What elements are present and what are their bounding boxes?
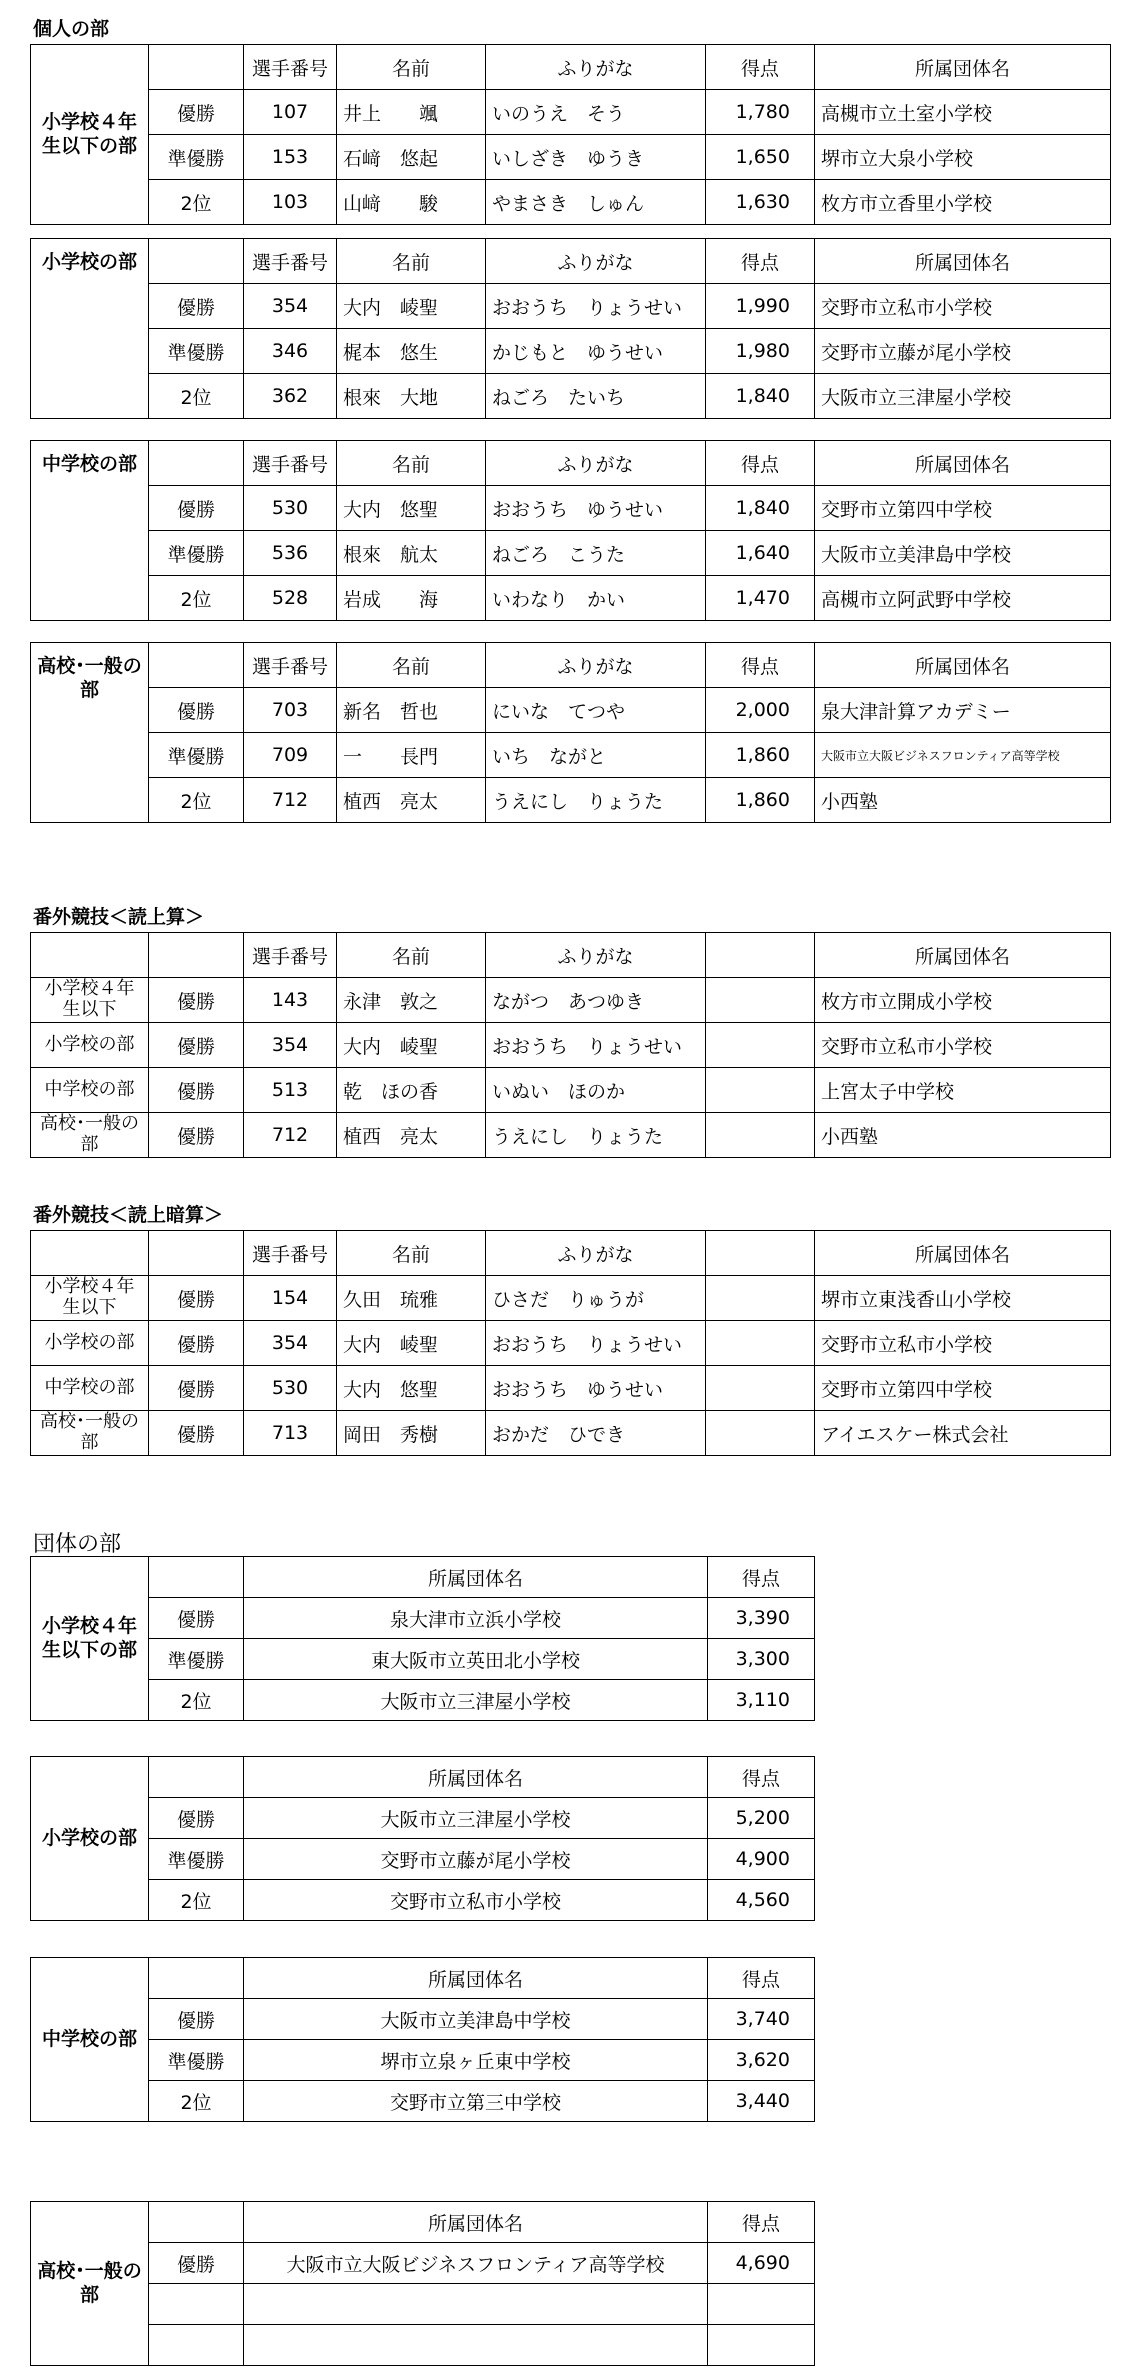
number-cell: 154 [244, 1276, 337, 1321]
header-score: 得点 [708, 1958, 815, 1999]
number-cell: 530 [244, 1366, 337, 1411]
kana-cell: いわなり かい [486, 576, 706, 621]
name-cell: 根來 航太 [337, 531, 486, 576]
header-kana: ふりがな [486, 933, 706, 978]
blank-cell [706, 1023, 815, 1068]
header-org: 所属団体名 [815, 45, 1111, 90]
header-number: 選手番号 [244, 441, 337, 486]
kana-cell: おおうち りょうせい [486, 1023, 706, 1068]
rank-cell: 優勝 [149, 1023, 244, 1068]
header-number: 選手番号 [244, 239, 337, 284]
table-header-row [31, 933, 1111, 978]
table-row [31, 135, 1111, 180]
table-row [31, 2040, 815, 2081]
kana-cell: おおうち ゆうせい [486, 1366, 706, 1411]
table-row [31, 1999, 815, 2040]
rank-cell [149, 2325, 244, 2366]
name-cell: 久田 琉雅 [337, 1276, 486, 1321]
rank-cell: 2位 [149, 374, 244, 419]
kana-cell: いのうえ そう [486, 90, 706, 135]
header-name: 名前 [337, 239, 486, 284]
division-cell: 中学校の部 [31, 1366, 149, 1411]
org-cell: 堺市立大泉小学校 [815, 135, 1111, 180]
division-cell: 中学校の部 [31, 1068, 149, 1113]
name-cell: 大内 悠聖 [337, 1366, 486, 1411]
rank-cell: 準優勝 [149, 733, 244, 778]
kana-cell: うえにし りょうた [486, 1113, 706, 1158]
score-cell: 3,440 [708, 2081, 815, 2122]
name-cell: 梶本 悠生 [337, 329, 486, 374]
division-cell: 小学校の部 [31, 1321, 149, 1366]
rank-cell [149, 2284, 244, 2325]
score-cell: 1,860 [706, 778, 815, 823]
score-cell: 5,200 [708, 1798, 815, 1839]
kana-cell: やまさき しゅん [486, 180, 706, 225]
score-cell: 4,900 [708, 1839, 815, 1880]
division-label: 小学校４年生以下の部 [31, 45, 149, 225]
org-cell: 泉大津計算アカデミー [815, 688, 1111, 733]
table-row [31, 1880, 815, 1921]
rank-cell: 優勝 [149, 978, 244, 1023]
header-blank [706, 1231, 815, 1276]
bangai-yomiage-title: 番外競技＜読上算＞ [33, 906, 205, 928]
division-label: 小学校４年生以下の部 [31, 1557, 149, 1721]
kana-cell: いぬい ほのか [486, 1068, 706, 1113]
rank-cell: 準優勝 [149, 1839, 244, 1880]
header-score: 得点 [706, 239, 815, 284]
rank-cell: 優勝 [149, 486, 244, 531]
org-cell: 上宮太子中学校 [815, 1068, 1111, 1113]
division-label: 高校･一般の部 [31, 2202, 149, 2366]
header-blank [31, 933, 149, 978]
header-score: 得点 [708, 1757, 815, 1798]
header-kana: ふりがな [486, 441, 706, 486]
name-cell: 大内 崚聖 [337, 284, 486, 329]
kana-cell: うえにし りょうた [486, 778, 706, 823]
org-cell: 交野市立藤が尾小学校 [815, 329, 1111, 374]
team-section-title: 団体の部 [33, 1532, 122, 1557]
org-cell: 泉大津市立浜小学校 [244, 1598, 708, 1639]
header-blank [149, 45, 244, 90]
name-cell: 石﨑 悠起 [337, 135, 486, 180]
rank-cell: 2位 [149, 180, 244, 225]
team-table-elem4 [30, 1556, 815, 1721]
score-cell: 1,840 [706, 486, 815, 531]
org-cell: 交野市立藤が尾小学校 [244, 1839, 708, 1880]
number-cell: 153 [244, 135, 337, 180]
bangai-anzan-table [30, 1230, 1111, 1456]
header-org: 所属団体名 [244, 2202, 708, 2243]
header-score: 得点 [706, 643, 815, 688]
rank-cell: 優勝 [149, 1411, 244, 1456]
org-cell: 枚方市立香里小学校 [815, 180, 1111, 225]
number-cell: 103 [244, 180, 337, 225]
name-cell: 大内 崚聖 [337, 1023, 486, 1068]
score-cell: 1,780 [706, 90, 815, 135]
score-cell: 1,630 [706, 180, 815, 225]
header-org: 所属団体名 [244, 1557, 708, 1598]
number-cell: 530 [244, 486, 337, 531]
score-cell: 1,860 [706, 733, 815, 778]
number-cell: 143 [244, 978, 337, 1023]
rank-cell: 準優勝 [149, 531, 244, 576]
org-cell: 高槻市立土室小学校 [815, 90, 1111, 135]
org-cell: 小西塾 [815, 778, 1111, 823]
table-header-row [31, 1958, 815, 1999]
team-table-high-general [30, 2201, 815, 2366]
number-cell: 346 [244, 329, 337, 374]
org-cell: 堺市立泉ヶ丘東中学校 [244, 2040, 708, 2081]
org-cell: 交野市立私市小学校 [815, 1321, 1111, 1366]
header-kana: ふりがな [486, 1231, 706, 1276]
rank-cell: 優勝 [149, 688, 244, 733]
number-cell: 354 [244, 1321, 337, 1366]
name-cell: 岩成 海 [337, 576, 486, 621]
header-blank [149, 1231, 244, 1276]
table-row [31, 90, 1111, 135]
org-cell [244, 2284, 708, 2325]
rank-cell: 優勝 [149, 1068, 244, 1113]
kana-cell: おかだ ひでき [486, 1411, 706, 1456]
table-row [31, 1113, 1111, 1158]
header-org: 所属団体名 [815, 239, 1111, 284]
table-row [31, 531, 1111, 576]
team-table-junior [30, 1957, 815, 2122]
score-cell: 3,300 [708, 1639, 815, 1680]
bangai-anzan-title: 番外競技＜読上暗算＞ [33, 1204, 224, 1226]
table-row [31, 1798, 815, 1839]
header-blank [149, 933, 244, 978]
table-header-row [31, 1231, 1111, 1276]
table-row [31, 1680, 815, 1721]
rank-cell: 準優勝 [149, 135, 244, 180]
kana-cell: ながつ あつゆき [486, 978, 706, 1023]
score-cell: 1,840 [706, 374, 815, 419]
score-cell: 1,470 [706, 576, 815, 621]
division-label: 高校･一般の部 [31, 643, 149, 823]
header-org: 所属団体名 [244, 1757, 708, 1798]
org-cell: 交野市立私市小学校 [815, 1023, 1111, 1068]
header-score: 得点 [708, 2202, 815, 2243]
table-header-row [31, 1757, 815, 1798]
table-row [31, 329, 1111, 374]
number-cell: 528 [244, 576, 337, 621]
kana-cell: ねごろ こうた [486, 531, 706, 576]
name-cell: 植西 亮太 [337, 1113, 486, 1158]
org-cell: 大阪市立大阪ビジネスフロンティア高等学校 [815, 733, 1111, 778]
score-cell: 3,110 [708, 1680, 815, 1721]
header-kana: ふりがな [486, 45, 706, 90]
org-cell: 小西塾 [815, 1113, 1111, 1158]
kana-cell: ねごろ たいち [486, 374, 706, 419]
name-cell: 植西 亮太 [337, 778, 486, 823]
header-score: 得点 [708, 1557, 815, 1598]
org-cell: 大阪市立三津屋小学校 [244, 1798, 708, 1839]
table-header-row [31, 1557, 815, 1598]
table-header-row [31, 643, 1111, 688]
org-cell: アイエスケー株式会社 [815, 1411, 1111, 1456]
table-row [31, 1598, 815, 1639]
division-label: 中学校の部 [31, 1958, 149, 2122]
table-row [31, 2081, 815, 2122]
header-blank [706, 933, 815, 978]
team-table-elementary [30, 1756, 815, 1921]
blank-cell [706, 1366, 815, 1411]
org-cell: 交野市立第三中学校 [244, 2081, 708, 2122]
score-cell: 4,690 [708, 2243, 815, 2284]
number-cell: 712 [244, 1113, 337, 1158]
header-blank [149, 1557, 244, 1598]
number-cell: 354 [244, 1023, 337, 1068]
table-header-row [31, 45, 1111, 90]
division-label: 小学校の部 [31, 1757, 149, 1921]
header-blank [149, 1757, 244, 1798]
rank-cell: 2位 [149, 576, 244, 621]
header-score: 得点 [706, 441, 815, 486]
header-score: 得点 [706, 45, 815, 90]
blank-cell [706, 1113, 815, 1158]
header-org: 所属団体名 [815, 933, 1111, 978]
table-row [31, 576, 1111, 621]
name-cell: 岡田 秀樹 [337, 1411, 486, 1456]
org-cell: 交野市立第四中学校 [815, 486, 1111, 531]
kana-cell: おおうち りょうせい [486, 284, 706, 329]
rank-cell: 優勝 [149, 1276, 244, 1321]
rank-cell: 準優勝 [149, 2040, 244, 2081]
score-cell [708, 2284, 815, 2325]
header-name: 名前 [337, 933, 486, 978]
rank-cell: 優勝 [149, 1366, 244, 1411]
division-cell: 小学校４年生以下 [31, 1276, 149, 1321]
header-blank [31, 1231, 149, 1276]
header-number: 選手番号 [244, 1231, 337, 1276]
header-blank [149, 643, 244, 688]
table-header-row [31, 239, 1111, 284]
rank-cell: 準優勝 [149, 1639, 244, 1680]
score-cell [708, 2325, 815, 2366]
org-cell [244, 2325, 708, 2366]
number-cell: 354 [244, 284, 337, 329]
header-blank [149, 1958, 244, 1999]
individual-table-high-general [30, 642, 1111, 823]
org-cell: 堺市立東浅香山小学校 [815, 1276, 1111, 1321]
rank-cell: 優勝 [149, 90, 244, 135]
table-row [31, 180, 1111, 225]
division-cell: 高校･一般の部 [31, 1411, 149, 1456]
kana-cell: いしざき ゆうき [486, 135, 706, 180]
rank-cell: 2位 [149, 1680, 244, 1721]
name-cell: 井上 颯 [337, 90, 486, 135]
org-cell: 大阪市立大阪ビジネスフロンティア高等学校 [244, 2243, 708, 2284]
kana-cell: かじもと ゆうせい [486, 329, 706, 374]
score-cell: 1,650 [706, 135, 815, 180]
header-name: 名前 [337, 441, 486, 486]
blank-cell [706, 1321, 815, 1366]
header-name: 名前 [337, 1231, 486, 1276]
name-cell: 大内 悠聖 [337, 486, 486, 531]
header-number: 選手番号 [244, 933, 337, 978]
org-cell: 東大阪市立英田北小学校 [244, 1639, 708, 1680]
blank-cell [706, 1068, 815, 1113]
rank-cell: 2位 [149, 2081, 244, 2122]
org-cell: 高槻市立阿武野中学校 [815, 576, 1111, 621]
number-cell: 513 [244, 1068, 337, 1113]
rank-cell: 2位 [149, 1880, 244, 1921]
kana-cell: おおうち ゆうせい [486, 486, 706, 531]
name-cell: 新名 哲也 [337, 688, 486, 733]
score-cell: 1,990 [706, 284, 815, 329]
individual-table-junior [30, 440, 1111, 621]
table-row [31, 1023, 1111, 1068]
blank-cell [706, 1276, 815, 1321]
kana-cell: いち ながと [486, 733, 706, 778]
table-row [31, 1366, 1111, 1411]
number-cell: 703 [244, 688, 337, 733]
rank-cell: 優勝 [149, 1598, 244, 1639]
division-label: 小学校の部 [31, 239, 149, 419]
org-cell: 枚方市立開成小学校 [815, 978, 1111, 1023]
table-row [31, 374, 1111, 419]
header-kana: ふりがな [486, 643, 706, 688]
name-cell: 乾 ほの香 [337, 1068, 486, 1113]
score-cell: 1,640 [706, 531, 815, 576]
name-cell: 山﨑 駿 [337, 180, 486, 225]
division-cell: 小学校の部 [31, 1023, 149, 1068]
rank-cell: 優勝 [149, 1113, 244, 1158]
name-cell: 永津 敦之 [337, 978, 486, 1023]
number-cell: 536 [244, 531, 337, 576]
table-row [31, 1411, 1111, 1456]
individual-table-elementary [30, 238, 1111, 419]
kana-cell: ひさだ りゅうが [486, 1276, 706, 1321]
org-cell: 交野市立第四中学校 [815, 1366, 1111, 1411]
table-row [31, 978, 1111, 1023]
individual-section-title: 個人の部 [33, 18, 110, 40]
header-blank [149, 239, 244, 284]
table-header-row [31, 2202, 815, 2243]
score-cell: 3,390 [708, 1598, 815, 1639]
table-row [31, 733, 1111, 778]
org-cell: 交野市立私市小学校 [244, 1880, 708, 1921]
rank-cell: 優勝 [149, 2243, 244, 2284]
name-cell: 一 長門 [337, 733, 486, 778]
table-row [31, 778, 1111, 823]
score-cell: 4,560 [708, 1880, 815, 1921]
header-org: 所属団体名 [815, 1231, 1111, 1276]
table-row [31, 1068, 1111, 1113]
number-cell: 712 [244, 778, 337, 823]
blank-cell [706, 1411, 815, 1456]
name-cell: 大内 崚聖 [337, 1321, 486, 1366]
header-org: 所属団体名 [815, 643, 1111, 688]
header-kana: ふりがな [486, 239, 706, 284]
table-row [31, 1321, 1111, 1366]
score-cell: 2,000 [706, 688, 815, 733]
table-row [31, 486, 1111, 531]
table-row [31, 1639, 815, 1680]
header-number: 選手番号 [244, 45, 337, 90]
org-cell: 大阪市立美津島中学校 [815, 531, 1111, 576]
org-cell: 大阪市立三津屋小学校 [815, 374, 1111, 419]
table-row [31, 2325, 815, 2366]
number-cell: 713 [244, 1411, 337, 1456]
rank-cell: 優勝 [149, 1321, 244, 1366]
number-cell: 362 [244, 374, 337, 419]
blank-cell [706, 978, 815, 1023]
rank-cell: 2位 [149, 778, 244, 823]
table-row [31, 2284, 815, 2325]
org-cell: 交野市立私市小学校 [815, 284, 1111, 329]
division-cell: 小学校４年生以下 [31, 978, 149, 1023]
header-name: 名前 [337, 643, 486, 688]
score-cell: 3,740 [708, 1999, 815, 2040]
table-row [31, 1839, 815, 1880]
header-blank [149, 2202, 244, 2243]
score-cell: 1,980 [706, 329, 815, 374]
table-row [31, 1276, 1111, 1321]
table-row [31, 688, 1111, 733]
kana-cell: おおうち りょうせい [486, 1321, 706, 1366]
score-cell: 3,620 [708, 2040, 815, 2081]
rank-cell: 準優勝 [149, 329, 244, 374]
rank-cell: 優勝 [149, 1999, 244, 2040]
org-cell: 大阪市立三津屋小学校 [244, 1680, 708, 1721]
table-row [31, 284, 1111, 329]
division-cell: 高校･一般の部 [31, 1113, 149, 1158]
rank-cell: 優勝 [149, 284, 244, 329]
header-org: 所属団体名 [815, 441, 1111, 486]
header-number: 選手番号 [244, 643, 337, 688]
rank-cell: 優勝 [149, 1798, 244, 1839]
name-cell: 根來 大地 [337, 374, 486, 419]
table-header-row [31, 441, 1111, 486]
kana-cell: にいな てつや [486, 688, 706, 733]
header-name: 名前 [337, 45, 486, 90]
header-blank [149, 441, 244, 486]
individual-table-elem4 [30, 44, 1111, 225]
number-cell: 709 [244, 733, 337, 778]
header-org: 所属団体名 [244, 1958, 708, 1999]
org-cell: 大阪市立美津島中学校 [244, 1999, 708, 2040]
division-label: 中学校の部 [31, 441, 149, 621]
bangai-yomiage-table [30, 932, 1111, 1158]
table-row [31, 2243, 815, 2284]
number-cell: 107 [244, 90, 337, 135]
